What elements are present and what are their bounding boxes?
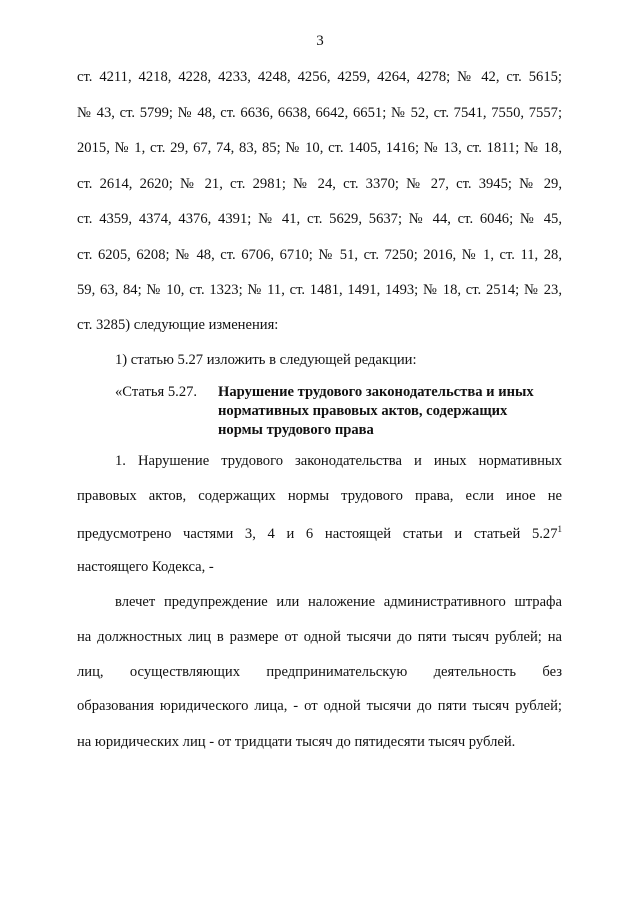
text-line: на юридических лиц - от тридцати тысяч до пятидесяти тысяч рублей. <box>77 734 516 750</box>
text-line: 1. Нарушение трудового законодательства и иных нормативных <box>115 453 562 469</box>
text-line: 2015, № 1, ст. 29, 67, 74, 83, 85; № 10, ст. 1405, 1416; № 13, ст. 1811; № 18, <box>77 140 562 156</box>
text-line: образования юридического лица, - от одной тысячи до пяти тысяч рублей; <box>77 698 562 714</box>
superscript: 1 <box>557 524 562 534</box>
text-line: № 43, ст. 5799; № 48, ст. 6636, 6638, 6642, 6651; № 52, ст. 7541, 7550, 7557; <box>77 105 562 121</box>
text-line: ст. 3285) следующие изменения: <box>77 317 279 333</box>
article-label: «Статья 5.27. <box>115 384 198 400</box>
article-title-line: нормативных правовых актов, содержащих <box>218 403 508 419</box>
text-line: правовых актов, содержащих нормы трудового права, если иное не <box>77 488 562 504</box>
text-line: на должностных лиц в размере от одной тысячи до пяти тысяч рублей; на <box>77 629 562 645</box>
amendment-item: 1) статью 5.27 изложить в следующей редакции: <box>115 352 417 368</box>
text-line: предусмотрено частями 3, 4 и 6 настоящей статьи и статьей 5.27$^1$ <box>77 524 562 542</box>
text-line: лиц, осуществляющих предпринимательскую деятельность без <box>77 664 562 680</box>
page-number: 3 <box>316 33 324 49</box>
text-line: настоящего Кодекса, - <box>77 559 214 575</box>
text-line: ст. 4359, 4374, 4376, 4391; № 41, ст. 5629, 5637; № 44, ст. 6046; № 45, <box>77 211 562 227</box>
article-title-line: Нарушение трудового законодательства и иных <box>218 384 534 400</box>
text-line: 59, 63, 84; № 10, ст. 1323; № 11, ст. 1481, 1491, 1493; № 18, ст. 2514; № 23, <box>77 282 562 298</box>
text-line: ст. 6205, 6208; № 48, ст. 6706, 6710; № 51, ст. 7250; 2016, № 1, ст. 11, 28, <box>77 247 562 263</box>
article-title-line: нормы трудового права <box>218 422 374 438</box>
text-line: ст. 2614, 2620; № 21, ст. 2981; № 24, ст. 3370; № 27, ст. 3945; № 29, <box>77 176 562 192</box>
text-line: ст. 4211, 4218, 4228, 4233, 4248, 4256, 4259, 4264, 4278; № 42, ст. 5615; <box>77 69 562 85</box>
text-line: влечет предупреждение или наложение административного штрафа <box>115 594 562 610</box>
